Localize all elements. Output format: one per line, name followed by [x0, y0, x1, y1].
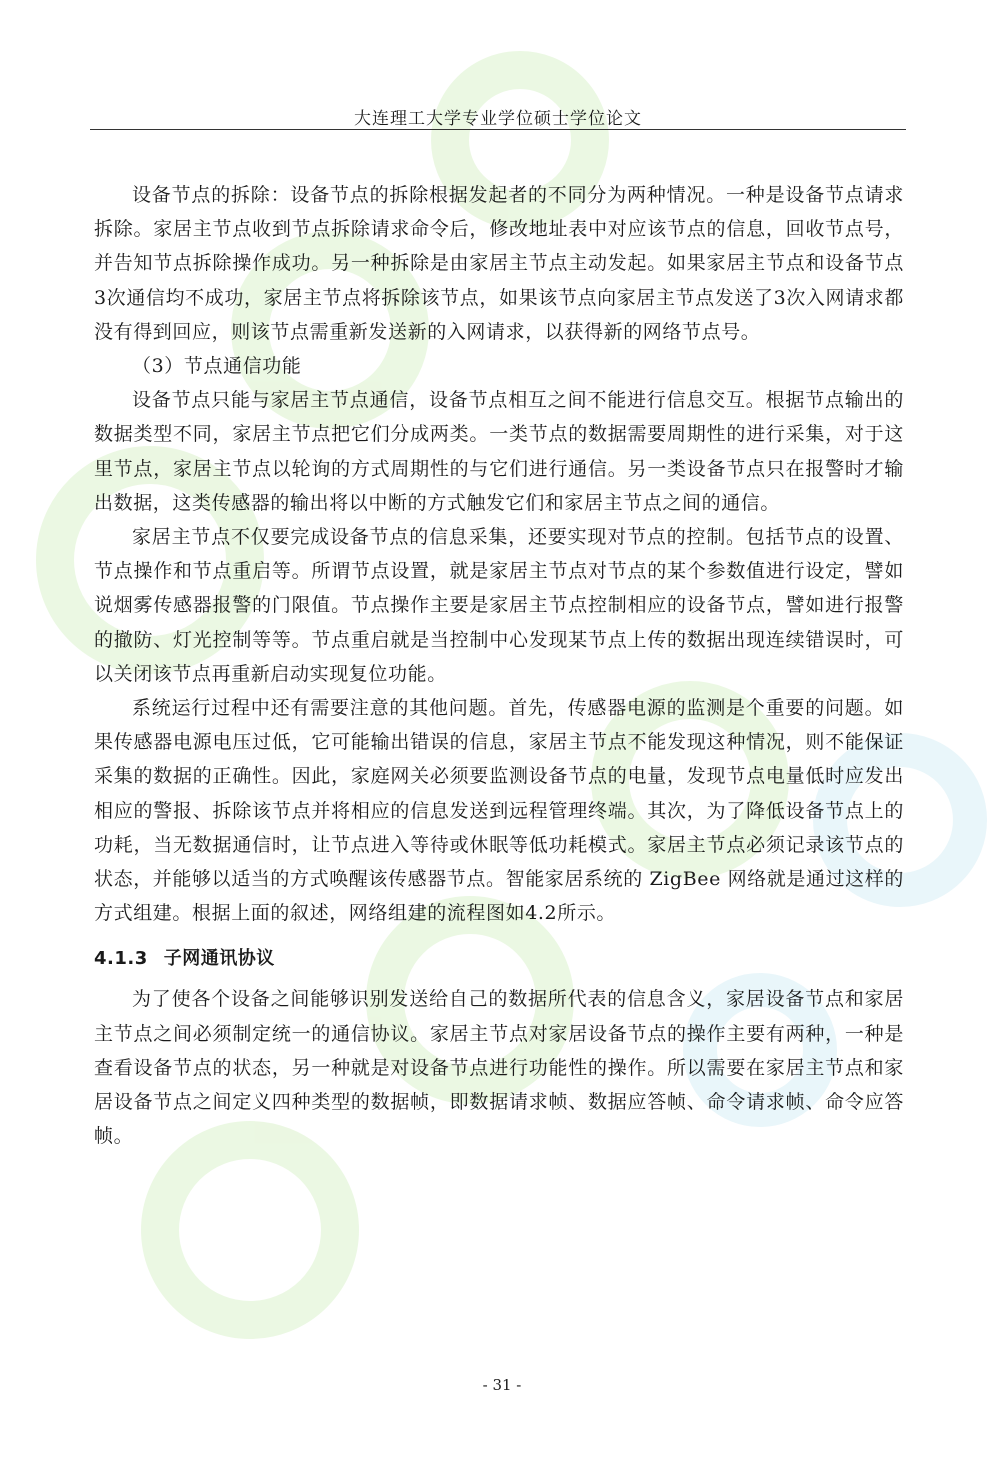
section-number: 4.1.3	[94, 948, 148, 970]
running-header: 大连理工大学专业学位硕士学位论文	[354, 109, 642, 129]
paragraph: 设备节点的拆除：设备节点的拆除根据发起者的不同分为两种情况。一种是设备节点请求拆除。家居主节点收到节点拆除请求命令后，修改地址表中对应该节点的信息，回收节点号，并告知节点拆除操作成功。另一种拆除是由家居主节点主动发起。如果家居主节点和设备节点3次通信均不成功，家居主节点将拆除该节点，如果该节点向家居主节点发送了3次入网请求都没有得到回应，则该节点需重新发送新的入网请求，以获得新的网络节点号。	[94, 184, 904, 343]
paragraph: 设备节点只能与家居主节点通信，设备节点相互之间不能进行信息交互。根据节点输出的数据类型不同，家居主节点把它们分成两类。一类节点的数据需要周期性的进行采集，对于这里节点，家居主节点以轮询的方式周期性的与它们进行通信。另一类设备节点只在报警时才输出数据，这类传感器的输出将以中断的方式触发它们和家居主节点之间的通信。	[94, 389, 904, 514]
subsection-title: （3）节点通信功能	[132, 355, 302, 378]
paragraph: 为了使各个设备之间能够识别发送给自己的数据所代表的信息含义，家居设备节点和家居主节点之间必须制定统一的通信协议。家居主节点对家居设备节点的操作主要有两种，一种是查看设备节点的状态，另一种就是对设备节点进行功能性的操作。所以需要在家居主节点和家居设备节点之间定义四种类型的数据帧，即数据请求帧、数据应答帧、命令请求帧、命令应答帧。	[94, 988, 904, 1148]
section-title: 子网通讯协议	[163, 948, 275, 970]
page-body	[94, 178, 904, 1153]
paragraph: 系统运行过程中还有需要注意的其他问题。首先，传感器电源的监测是个重要的问题。如果传感器电源电压过低，它可能输出错误的信息，家居主节点不能发现这种情况，则不能保证采集的数据的正确性。因此，家庭网关必须要监测设备节点的电量，发现节点电量低时应发出相应的警报、拆除该节点并将相应的信息发送到远程管理终端。其次，为了降低设备节点上的功耗，当无数据通信时，让节点进入等待或休眠等低功耗模式。家居主节点必须记录该节点的状态，并能够以适当的方式唤醒该传感器节点。智能家居系统的 ZigBee 网络就是通过这样的方式组建。根据上面的叙述，网络组建的流程图如4.2所示。	[94, 697, 904, 925]
page-number: - 31 -	[482, 1376, 522, 1394]
header-rule	[90, 129, 906, 130]
paragraph: 家居主节点不仅要完成设备节点的信息采集，还要实现对节点的控制。包括节点的设置、节点操作和节点重启等。所谓节点设置，就是家居主节点对节点的某个参数值进行设定，譬如说烟雾传感器报警的门限值。节点操作主要是家居主节点控制相应的设备节点，譬如进行报警的撤防、灯光控制等等。节点重启就是当控制中心发现某节点上传的数据出现连续错误时，可以关闭该节点再重新启动实现复位功能。	[94, 526, 904, 685]
section-heading	[94, 942, 904, 976]
